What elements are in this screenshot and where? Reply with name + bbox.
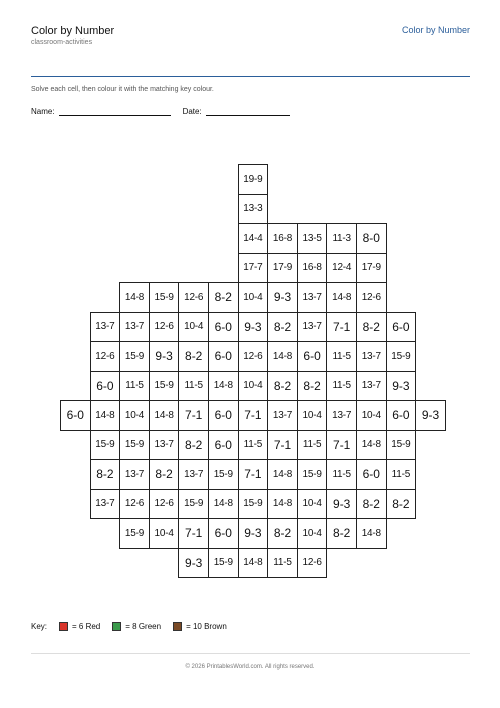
name-label: Name: <box>31 107 55 116</box>
puzzle-cell[interactable]: 8-2 <box>149 459 180 490</box>
puzzle-cell[interactable]: 6-0 <box>208 312 239 343</box>
puzzle-cell[interactable]: 7-1 <box>326 430 357 461</box>
puzzle-cell[interactable]: 13-7 <box>356 341 387 372</box>
puzzle-cell[interactable]: 10-4 <box>297 518 328 549</box>
puzzle-cell[interactable]: 14-8 <box>208 371 239 402</box>
page-title: Color by Number <box>31 25 115 37</box>
puzzle-cell[interactable]: 15-9 <box>386 341 417 372</box>
puzzle-cell[interactable]: 10-4 <box>149 518 180 549</box>
puzzle-cell[interactable]: 12-6 <box>90 341 121 372</box>
puzzle-cell[interactable]: 14-8 <box>267 489 298 520</box>
puzzle-cell[interactable]: 6-0 <box>386 312 417 343</box>
puzzle-cell[interactable]: 14-8 <box>149 400 180 431</box>
puzzle-cell[interactable]: 6-0 <box>386 400 417 431</box>
puzzle-cell[interactable]: 14-8 <box>267 459 298 490</box>
key-label: Key: <box>31 622 48 631</box>
puzzle-cell[interactable]: 19-9 <box>238 164 269 195</box>
puzzle-cell[interactable]: 14-8 <box>119 282 150 313</box>
puzzle-cell[interactable]: 10-4 <box>356 400 387 431</box>
puzzle-cell[interactable]: 11-5 <box>326 371 357 402</box>
puzzle-cell[interactable]: 10-4 <box>297 400 328 431</box>
puzzle-cell[interactable]: 12-6 <box>178 282 209 313</box>
puzzle-cell[interactable]: 14-8 <box>238 548 269 579</box>
puzzle-cell[interactable]: 7-1 <box>238 400 269 431</box>
puzzle-cell[interactable]: 13-7 <box>326 400 357 431</box>
puzzle-cell[interactable]: 10-4 <box>238 371 269 402</box>
puzzle-cell[interactable]: 6-0 <box>208 518 239 549</box>
puzzle-cell[interactable]: 17-7 <box>238 253 269 284</box>
puzzle-cell[interactable]: 13-7 <box>90 312 121 343</box>
puzzle-cell[interactable]: 13-7 <box>119 312 150 343</box>
puzzle-cell[interactable]: 15-9 <box>119 518 150 549</box>
puzzle-cell[interactable]: 9-3 <box>326 489 357 520</box>
puzzle-cell[interactable]: 7-1 <box>326 312 357 343</box>
key-item-text: = 10 Brown <box>186 622 227 631</box>
red-swatch <box>59 622 68 631</box>
puzzle-cell[interactable]: 14-8 <box>356 430 387 461</box>
puzzle-cell[interactable]: 6-0 <box>356 459 387 490</box>
puzzle-cell[interactable]: 13-7 <box>356 371 387 402</box>
puzzle-cell[interactable]: 15-9 <box>238 489 269 520</box>
puzzle-cell[interactable]: 17-9 <box>267 253 298 284</box>
puzzle-cell[interactable]: 8-2 <box>267 518 298 549</box>
puzzle-cell[interactable]: 8-2 <box>356 312 387 343</box>
color-key <box>31 622 227 631</box>
puzzle-cell[interactable]: 6-0 <box>208 430 239 461</box>
puzzle-cell[interactable]: 12-6 <box>149 489 180 520</box>
footer-copyright: © 2026 PrintablesWorld.com. All rights reserved. <box>185 664 315 670</box>
puzzle-cell[interactable]: 11-5 <box>119 371 150 402</box>
puzzle-cell[interactable]: 8-0 <box>356 223 387 254</box>
puzzle-cell[interactable]: 8-2 <box>178 341 209 372</box>
puzzle-cell[interactable]: 14-8 <box>90 400 121 431</box>
puzzle-cell[interactable]: 13-3 <box>238 194 269 225</box>
puzzle-cell[interactable]: 9-3 <box>178 548 209 579</box>
puzzle-cell[interactable]: 9-3 <box>149 341 180 372</box>
puzzle-cell[interactable]: 6-0 <box>208 400 239 431</box>
puzzle-cell[interactable]: 6-0 <box>90 371 121 402</box>
puzzle-cell[interactable]: 17-9 <box>356 253 387 284</box>
puzzle-cell[interactable]: 6-0 <box>60 400 91 431</box>
key-item-text: = 8 Green <box>125 622 162 631</box>
key-item-red <box>59 622 100 631</box>
key-item-brown <box>173 622 227 631</box>
puzzle-cell[interactable]: 13-7 <box>267 400 298 431</box>
puzzle-cell[interactable]: 8-2 <box>208 282 239 313</box>
puzzle-cell[interactable]: 7-1 <box>267 430 298 461</box>
key-item-text: = 6 Red <box>72 622 101 631</box>
puzzle-cell[interactable]: 7-1 <box>238 459 269 490</box>
puzzle-cell[interactable]: 14-8 <box>208 489 239 520</box>
puzzle-cell[interactable]: 8-2 <box>356 489 387 520</box>
puzzle-cell[interactable]: 14-8 <box>267 341 298 372</box>
puzzle-cell[interactable]: 13-7 <box>178 459 209 490</box>
puzzle-cell[interactable]: 13-7 <box>119 459 150 490</box>
puzzle-cell[interactable]: 11-5 <box>386 459 417 490</box>
puzzle-cell[interactable]: 9-3 <box>386 371 417 402</box>
puzzle-cell[interactable]: 14-8 <box>356 518 387 549</box>
puzzle-cell[interactable]: 12-6 <box>356 282 387 313</box>
key-item-green <box>112 622 161 631</box>
puzzle-cell[interactable]: 10-4 <box>178 312 209 343</box>
puzzle-cell[interactable]: 11-5 <box>297 430 328 461</box>
puzzle-cell[interactable]: 11-3 <box>326 223 357 254</box>
puzzle-cell[interactable]: 13-7 <box>297 282 328 313</box>
puzzle-cell[interactable]: 15-9 <box>90 430 121 461</box>
puzzle-cell[interactable]: 16-8 <box>267 223 298 254</box>
puzzle-cell[interactable]: 15-9 <box>208 459 239 490</box>
puzzle-cell[interactable]: 12-6 <box>238 341 269 372</box>
puzzle-cell[interactable]: 8-2 <box>178 430 209 461</box>
puzzle-cell[interactable]: 15-9 <box>178 489 209 520</box>
puzzle-cell[interactable]: 9-3 <box>238 518 269 549</box>
puzzle-cell[interactable]: 15-9 <box>119 341 150 372</box>
puzzle-cell[interactable]: 6-0 <box>297 341 328 372</box>
puzzle-cell[interactable]: 11-5 <box>238 430 269 461</box>
puzzle-cell[interactable]: 7-1 <box>178 518 209 549</box>
puzzle-cell[interactable]: 14-4 <box>238 223 269 254</box>
puzzle-cell[interactable]: 8-2 <box>267 312 298 343</box>
puzzle-cell[interactable]: 6-0 <box>208 341 239 372</box>
puzzle-cell[interactable]: 9-3 <box>238 312 269 343</box>
puzzle-cell[interactable]: 11-5 <box>267 548 298 579</box>
header-title-link[interactable]: Color by Number <box>401 25 470 35</box>
puzzle-cell[interactable]: 12-6 <box>297 548 328 579</box>
puzzle-cell[interactable]: 11-5 <box>178 371 209 402</box>
puzzle-cell[interactable]: 14-8 <box>326 282 357 313</box>
puzzle-cell[interactable]: 10-4 <box>119 400 150 431</box>
footer-divider <box>31 653 470 654</box>
puzzle-cell[interactable]: 11-5 <box>326 341 357 372</box>
puzzle-cell[interactable]: 15-9 <box>208 548 239 579</box>
puzzle-cell[interactable]: 11-5 <box>326 459 357 490</box>
puzzle-cell[interactable]: 12-6 <box>119 489 150 520</box>
puzzle-cell[interactable]: 15-9 <box>386 430 417 461</box>
puzzle-cell[interactable]: 15-9 <box>119 430 150 461</box>
green-swatch <box>112 622 121 631</box>
puzzle-cell[interactable]: 13-5 <box>297 223 328 254</box>
date-label: Date: <box>182 107 202 116</box>
puzzle-cell[interactable]: 15-9 <box>149 371 180 402</box>
puzzle-cell[interactable]: 9-3 <box>267 282 298 313</box>
puzzle-cell[interactable]: 15-9 <box>297 459 328 490</box>
puzzle-cell[interactable]: 12-6 <box>149 312 180 343</box>
puzzle-cell[interactable]: 8-2 <box>326 518 357 549</box>
puzzle-cell[interactable]: 13-7 <box>149 430 180 461</box>
puzzle-cell[interactable]: 12-4 <box>326 253 357 284</box>
puzzle-cell[interactable]: 9-3 <box>415 400 446 431</box>
page-subtitle: classroom-activities <box>31 39 93 46</box>
instructions-text: Solve each cell, then colour it with the matching key colour. <box>31 86 214 93</box>
puzzle-cell[interactable]: 10-4 <box>297 489 328 520</box>
puzzle-cell[interactable]: 10-4 <box>238 282 269 313</box>
puzzle-cell[interactable]: 8-2 <box>90 459 121 490</box>
puzzle-cell[interactable]: 13-7 <box>90 489 121 520</box>
puzzle-cell[interactable]: 16-8 <box>297 253 328 284</box>
brown-swatch <box>173 622 182 631</box>
puzzle-cell[interactable]: 8-2 <box>267 371 298 402</box>
puzzle-cell[interactable]: 15-9 <box>149 282 180 313</box>
puzzle-cell[interactable]: 7-1 <box>178 400 209 431</box>
puzzle-cell[interactable]: 8-2 <box>386 489 417 520</box>
puzzle-cell[interactable]: 8-2 <box>297 371 328 402</box>
puzzle-cell[interactable]: 13-7 <box>297 312 328 343</box>
